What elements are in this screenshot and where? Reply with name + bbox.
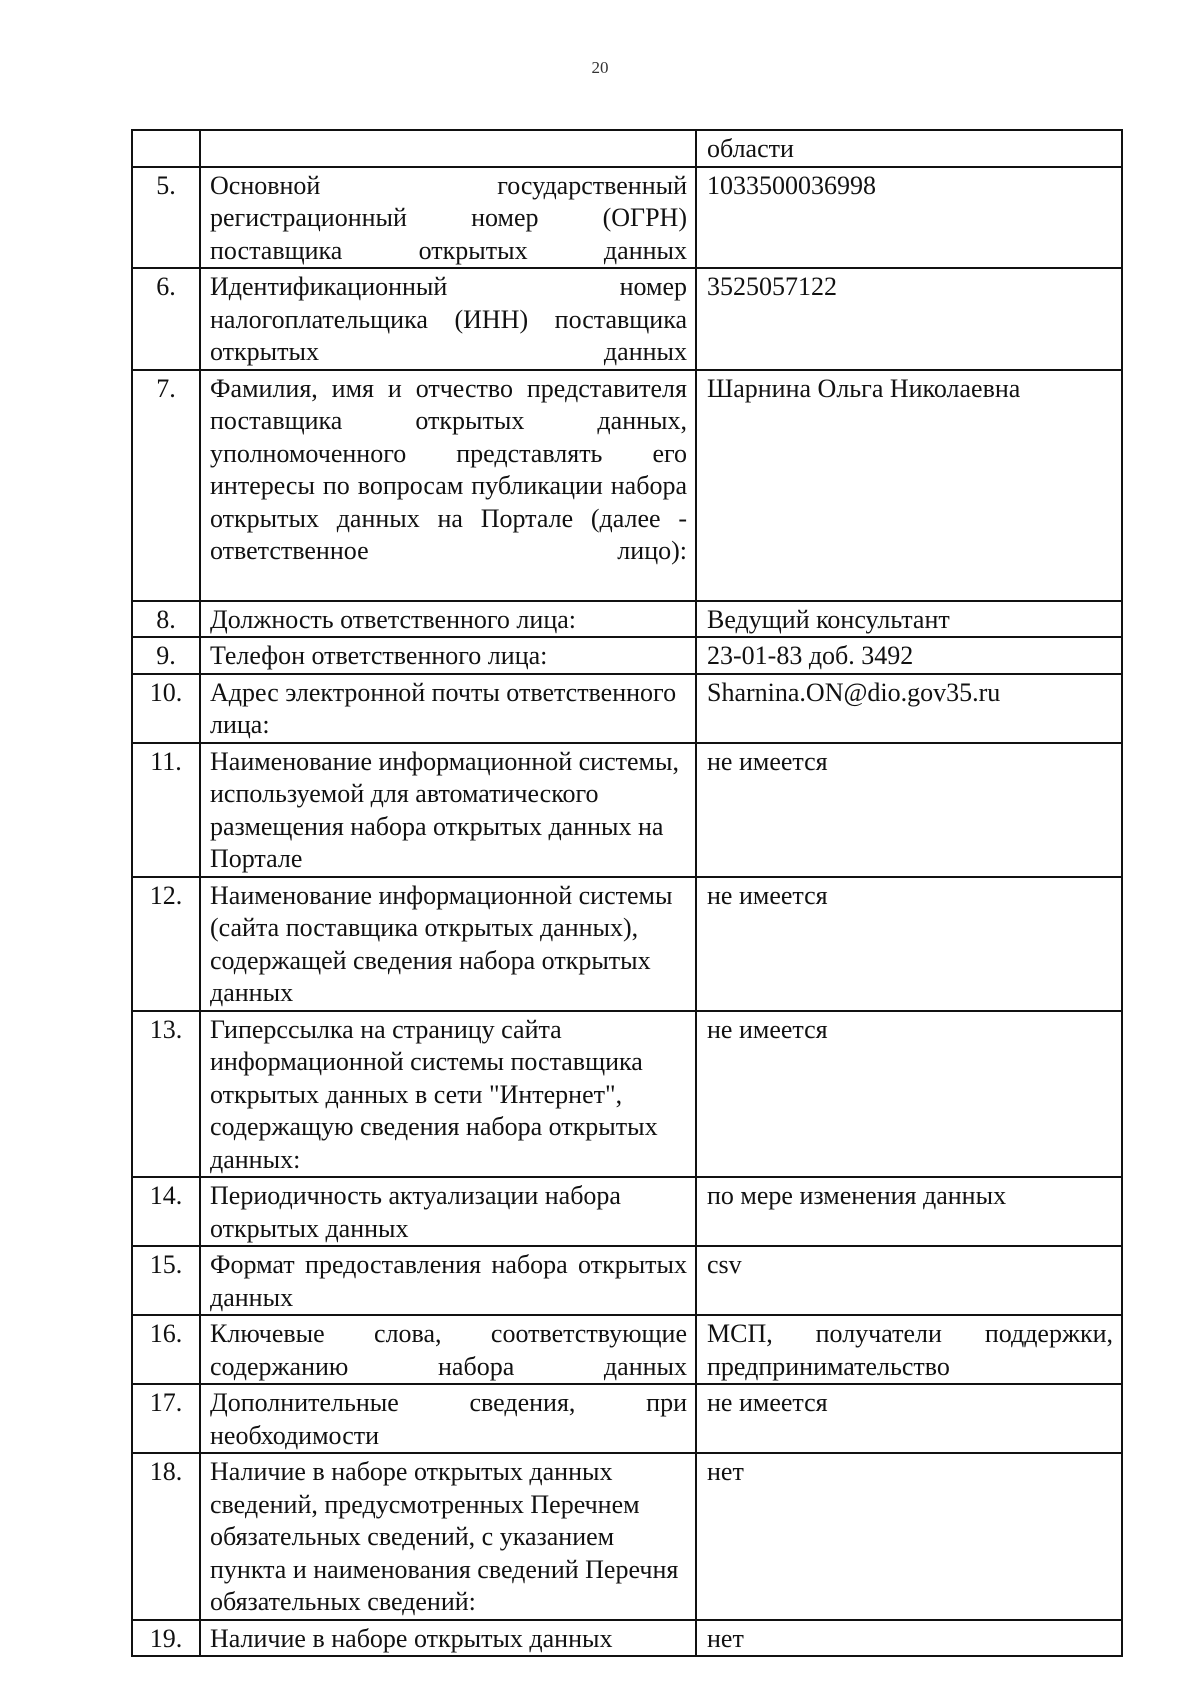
table-row — [132, 1384, 1122, 1453]
table-row — [132, 268, 1122, 370]
row-number: 18. — [132, 1453, 200, 1620]
row-value: области — [696, 130, 1122, 167]
row-number: 8. — [132, 601, 200, 638]
row-number: 7. — [132, 370, 200, 601]
row-number: 6. — [132, 268, 200, 370]
row-label — [200, 130, 696, 167]
table-row — [132, 1246, 1122, 1315]
row-number — [132, 130, 200, 167]
row-value: не имеется — [696, 877, 1122, 1011]
row-label: Ключевые слова, соответствующие содержанию набора данных — [200, 1315, 696, 1384]
table-row — [132, 1177, 1122, 1246]
row-value: 23-01-83 доб. 3492 — [696, 637, 1122, 674]
row-number: 12. — [132, 877, 200, 1011]
row-value: Sharnina.ON@dio.gov35.ru — [696, 674, 1122, 743]
row-number: 5. — [132, 167, 200, 269]
row-value: не имеется — [696, 743, 1122, 877]
row-number: 14. — [132, 1177, 200, 1246]
row-value: 3525057122 — [696, 268, 1122, 370]
table-row — [132, 1453, 1122, 1620]
row-label: Фамилия, имя и отчество представителя поставщика открытых данных, уполномоченного представлять его интересы по вопросам публикации набора открытых данных на Портале (далее - ответственное лицо): — [200, 370, 696, 601]
row-value: не имеется — [696, 1011, 1122, 1178]
table-row — [132, 167, 1122, 269]
row-label: Наличие в наборе открытых данных сведений, предусмотренных Перечнем обязательных сведений, с указанием пункта и наименования сведений Перечня обязательных сведений: — [200, 1453, 696, 1620]
row-number: 15. — [132, 1246, 200, 1315]
row-label: Формат предоставления набора открытых данных — [200, 1246, 696, 1315]
row-value: Ведущий консультант — [696, 601, 1122, 638]
row-label: Наименование информационной системы, используемой для автоматического размещения набора открытых данных на Портале — [200, 743, 696, 877]
row-label: Гиперссылка на страницу сайта информационной системы поставщика открытых данных в сети "Интернет", содержащую сведения набора открытых данных: — [200, 1011, 696, 1178]
row-label: Телефон ответственного лица: — [200, 637, 696, 674]
table-row — [132, 1011, 1122, 1178]
row-label: Должность ответственного лица: — [200, 601, 696, 638]
row-label: Адрес электронной почты ответственного лица: — [200, 674, 696, 743]
dataset-passport-table — [131, 129, 1123, 1657]
table-row — [132, 130, 1122, 167]
row-value: 1033500036998 — [696, 167, 1122, 269]
table-row — [132, 637, 1122, 674]
page-number: 20 — [591, 58, 609, 77]
row-value: нет — [696, 1453, 1122, 1620]
row-number: 9. — [132, 637, 200, 674]
row-value: по мере изменения данных — [696, 1177, 1122, 1246]
row-label: Периодичность актуализации набора открытых данных — [200, 1177, 696, 1246]
table-row — [132, 877, 1122, 1011]
table-row — [132, 1620, 1122, 1657]
row-label: Основной государственный регистрационный номер (ОГРН) поставщика открытых данных — [200, 167, 696, 269]
row-number: 16. — [132, 1315, 200, 1384]
row-label: Идентификационный номер налогоплательщика (ИНН) поставщика открытых данных — [200, 268, 696, 370]
row-label: Наименование информационной системы (сайта поставщика открытых данных), содержащей сведения набора открытых данных — [200, 877, 696, 1011]
row-number: 10. — [132, 674, 200, 743]
row-number: 17. — [132, 1384, 200, 1453]
table-row — [132, 743, 1122, 877]
table-row — [132, 370, 1122, 601]
row-value: МСП, получатели поддержки, предпринимательство — [696, 1315, 1122, 1384]
row-label: Наличие в наборе открытых данных — [200, 1620, 696, 1657]
row-value: не имеется — [696, 1384, 1122, 1453]
row-number: 11. — [132, 743, 200, 877]
row-number: 19. — [132, 1620, 200, 1657]
row-number: 13. — [132, 1011, 200, 1178]
row-label: Дополнительные сведения, при необходимости — [200, 1384, 696, 1453]
table-row — [132, 674, 1122, 743]
table-row — [132, 1315, 1122, 1384]
row-value: csv — [696, 1246, 1122, 1315]
row-value: нет — [696, 1620, 1122, 1657]
table-row — [132, 601, 1122, 638]
row-value: Шарнина Ольга Николаевна — [696, 370, 1122, 601]
